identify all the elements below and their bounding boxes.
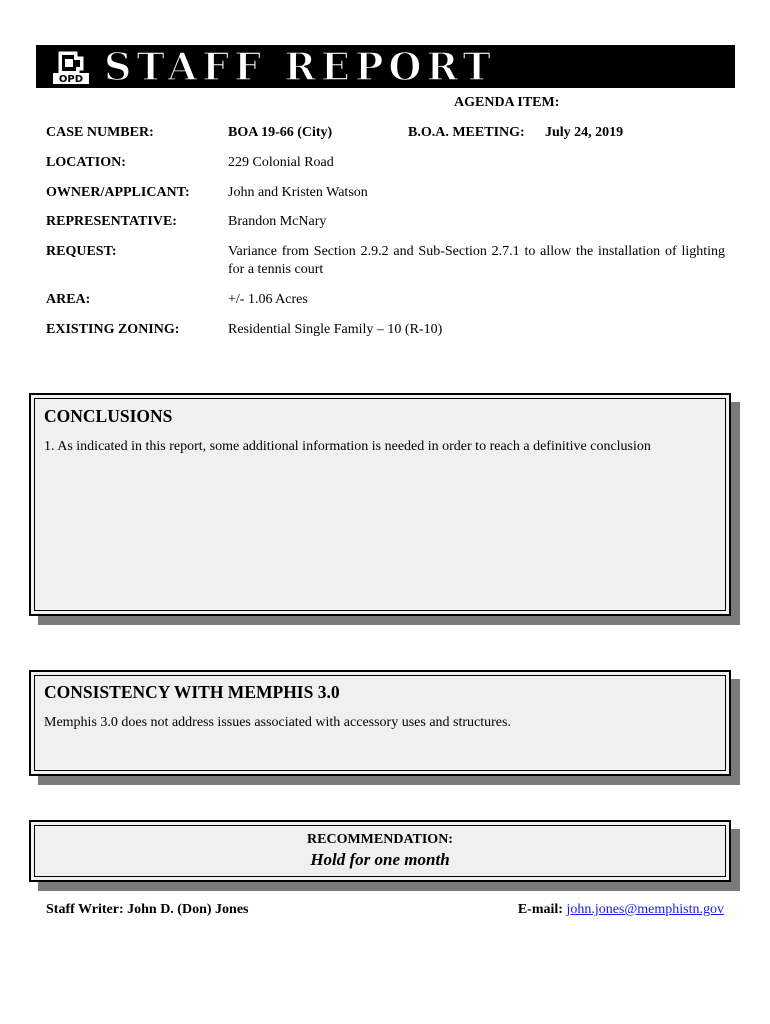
request-label: REQUEST: [46, 244, 117, 259]
email-label: E-mail: [517, 902, 563, 917]
zoning-value: Residential Single Family – 10 (R-10) [228, 322, 443, 337]
recommendation-value: Hold for one month [310, 850, 450, 869]
consistency-text: Memphis 3.0 does not address issues associated with accessory uses and structures. [44, 715, 511, 730]
staff-writer [46, 902, 248, 918]
consistency-box [29, 670, 731, 776]
representative-label: REPRESENTATIVE: [46, 214, 177, 229]
meeting-label: B.O.A. MEETING: [408, 125, 525, 140]
email-block [518, 902, 724, 918]
opd-logo-icon [45, 48, 97, 85]
location-value: 229 Colonial Road [228, 155, 334, 170]
report-title: STAFF REPORT [104, 44, 496, 89]
staff-writer-name: John D. (Don) Jones [127, 902, 249, 917]
logo-text: OPD [58, 74, 84, 85]
recommendation-box [29, 820, 731, 882]
conclusions-title: CONCLUSIONS [44, 406, 173, 426]
location-label: LOCATION: [46, 155, 126, 170]
staff-writer-label: Staff Writer: [46, 902, 124, 917]
agenda-item-label: AGENDA ITEM: [454, 95, 560, 110]
recommendation-label: RECOMMENDATION: [307, 832, 453, 847]
consistency-title: CONSISTENCY WITH MEMPHIS 3.0 [44, 682, 340, 702]
conclusions-box [29, 393, 731, 616]
conclusion-item: 1. As indicated in this report, some additional information is needed in order to reach a definitive conclusion [44, 439, 651, 454]
area-value: +/- 1.06 Acres [228, 292, 308, 307]
zoning-label: EXISTING ZONING: [46, 322, 180, 337]
case-number-label: CASE NUMBER: [46, 125, 154, 140]
meeting-date: July 24, 2019 [545, 125, 624, 140]
area-label: AREA: [46, 292, 91, 307]
owner-value: John and Kristen Watson [228, 185, 368, 200]
representative-value: Brandon McNary [228, 214, 327, 229]
case-number-value: BOA 19-66 (City) [228, 125, 333, 140]
email-link[interactable]: john.jones@memphistn.gov [566, 902, 724, 917]
request-value: Variance from Section 2.9.2 and Sub-Section 2.7.1 to allow the installation of lighting for a tennis court [228, 244, 725, 277]
owner-label: OWNER/APPLICANT: [46, 185, 190, 200]
